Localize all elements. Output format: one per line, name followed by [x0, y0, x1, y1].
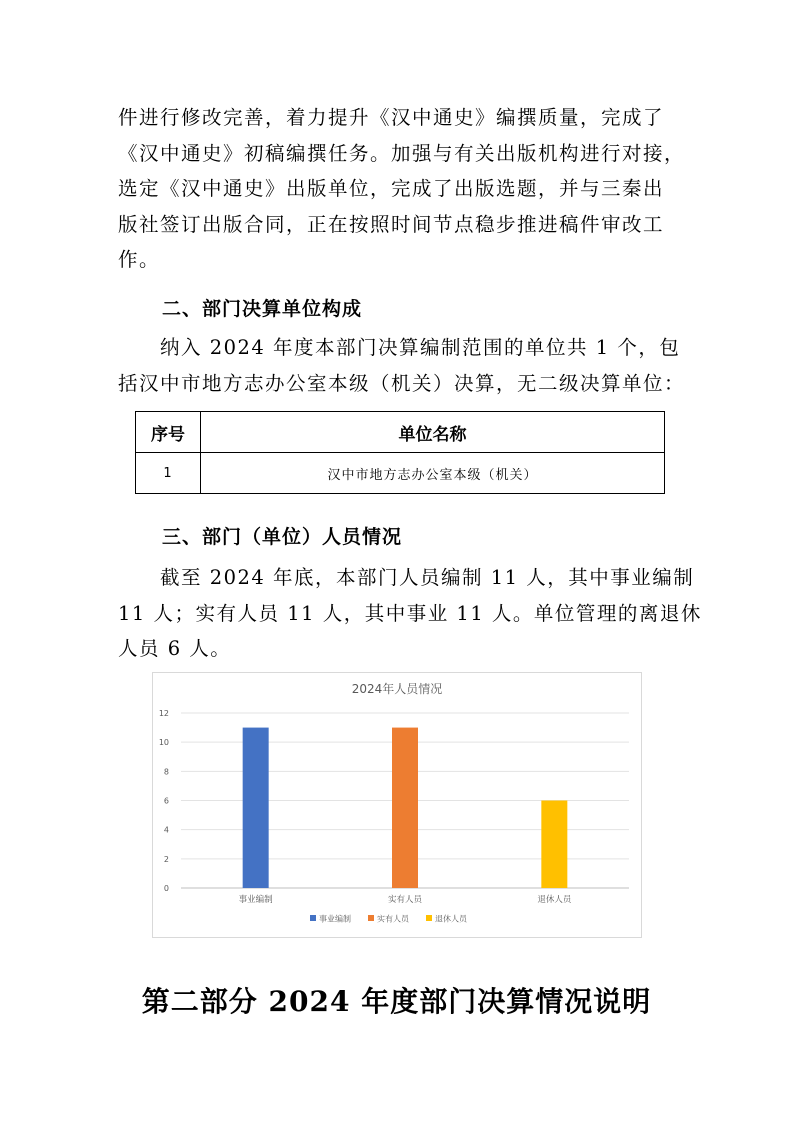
chart-y-tick-label: 6	[163, 796, 169, 806]
chart-legend	[310, 914, 468, 924]
text-line: 人员 6 人。	[118, 637, 232, 660]
chart-legend-swatch	[310, 915, 316, 921]
paragraph-unit-composition	[118, 330, 686, 401]
chart-y-tick-label: 8	[163, 767, 169, 777]
chart-x-tick-label: 实有人员	[387, 895, 423, 905]
text-line: 《汉中通史》初稿编撰任务。加强与有关出版机构进行对接，	[118, 141, 686, 165]
part-title: 第二部分 2024 年度部门决算情况说明	[141, 985, 652, 1018]
chart-x-ticks	[239, 894, 573, 905]
text-line: 11 人；实有人员 11 人，其中事业 11 人。单位管理的离退休	[118, 601, 702, 625]
table-cell: 汉中市地方志办公室本级（机关）	[201, 453, 665, 494]
personnel-bar-chart	[153, 673, 641, 937]
paragraph-history-compilation	[118, 100, 686, 278]
chart-y-ticks	[159, 709, 169, 893]
chart-bars	[243, 728, 568, 888]
units-table	[135, 411, 665, 494]
text-line: 纳入 2024 年度本部门决算编制范围的单位共 1 个，包	[160, 336, 681, 359]
paragraph-personnel	[118, 560, 702, 667]
chart-y-tick-label: 0	[163, 884, 169, 893]
chart-legend-label: 退休人员	[435, 914, 467, 924]
chart-y-tick-label: 10	[158, 738, 169, 748]
text-line: 版社签订出版合同，正在按照时间节点稳步推进稿件审改工	[118, 212, 665, 236]
chart-legend-label: 事业编制	[319, 914, 351, 924]
chart-legend-swatch	[368, 915, 374, 921]
text-line: 括汉中市地方志办公室本级（机关）决算，无二级决算单位：	[118, 371, 686, 395]
personnel-chart	[152, 672, 642, 938]
table-cell: 1	[136, 453, 201, 494]
table-row	[136, 453, 665, 494]
chart-x-tick-label: 事业编制	[238, 895, 273, 905]
chart-legend-label: 实有人员	[377, 914, 409, 924]
chart-y-tick-label: 12	[158, 709, 169, 718]
text-line: 选定《汉中通史》出版单位，完成了出版选题，并与三秦出	[118, 177, 665, 200]
chart-bar	[243, 728, 269, 888]
chart-bar	[392, 728, 418, 888]
chart-x-tick-label: 退休人员	[537, 895, 572, 905]
section-heading-unit-composition: 二、部门决算单位构成	[162, 298, 363, 320]
text-line: 作。	[118, 248, 161, 271]
section-heading-personnel: 三、部门（单位）人员情况	[162, 526, 403, 548]
text-line: 截至 2024 年底，本部门人员编制 11 人，其中事业编制	[160, 566, 695, 589]
table-header-row	[136, 412, 665, 453]
chart-legend-swatch	[426, 915, 432, 921]
text-line: 件进行修改完善，着力提升《汉中通史》编撰质量，完成了	[118, 106, 665, 129]
chart-bar	[541, 801, 567, 889]
chart-title: 2024年人员情况	[351, 682, 443, 696]
chart-y-tick-label: 2	[163, 854, 169, 864]
table-header-cell: 序号	[136, 412, 201, 453]
table-header-cell: 单位名称	[201, 412, 665, 453]
chart-y-tick-label: 4	[163, 825, 169, 835]
